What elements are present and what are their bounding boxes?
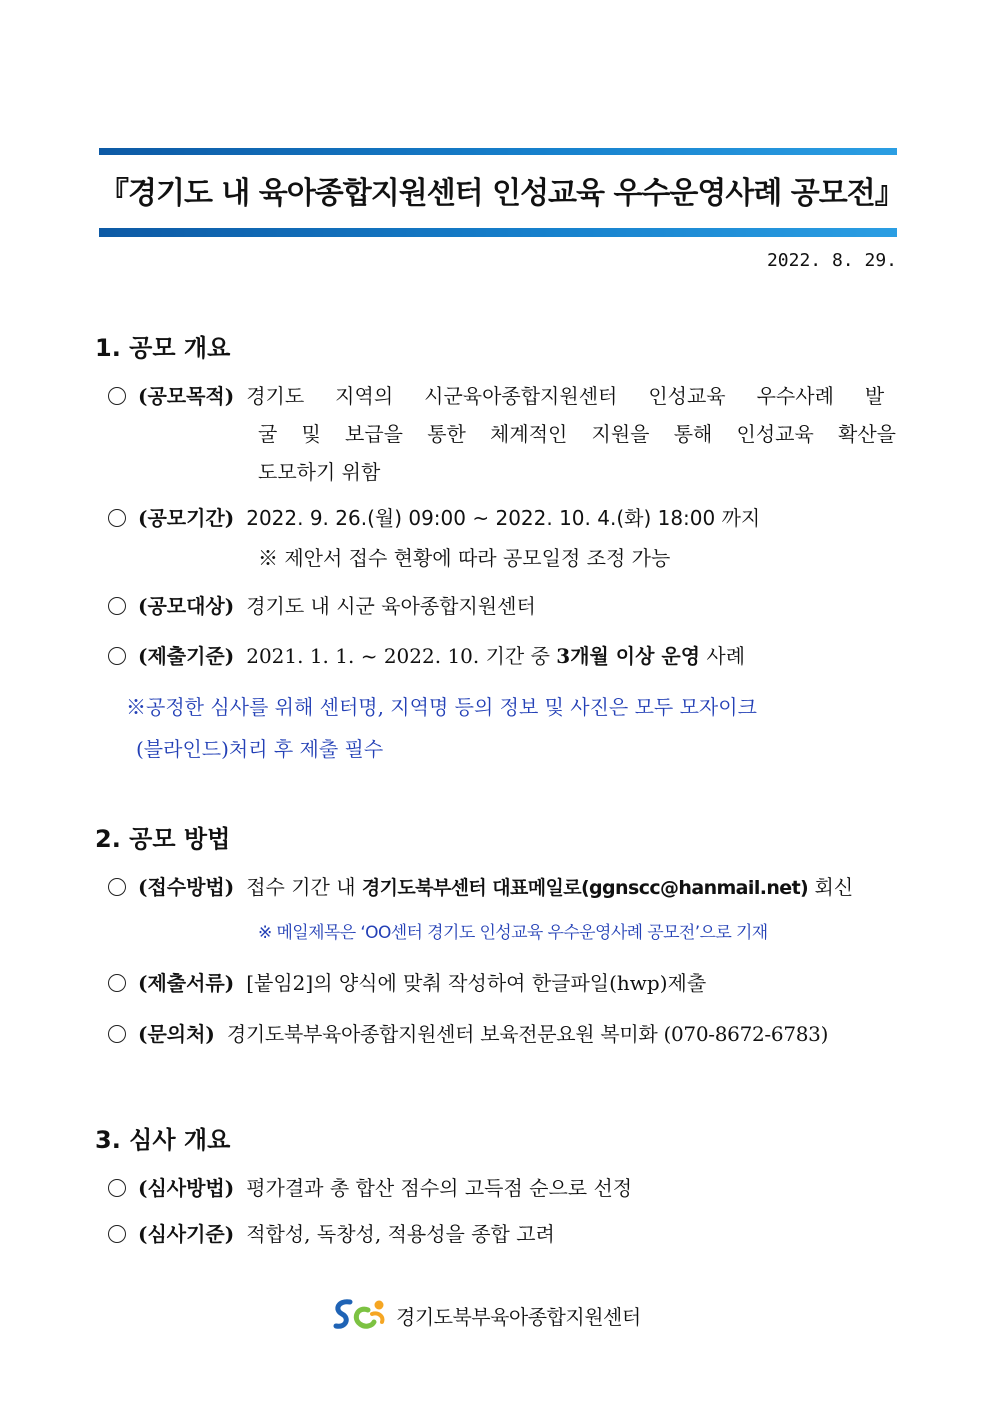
circle-bullet-icon: [108, 974, 126, 992]
item-text-continued: 도모하기 위함: [258, 460, 381, 484]
document-date: 2022. 8. 29.: [766, 250, 897, 271]
item-note: ※ 메일제목은 ‘OO센터 경기도 인성교육 우수운영사례 공모전’으로 기재: [258, 923, 768, 943]
circle-bullet-icon: [108, 1179, 126, 1197]
item-label: (제출기준): [138, 644, 235, 668]
footer-org: [332, 1296, 641, 1334]
list-item-submission: [108, 871, 853, 900]
item-label: (문의처): [138, 1022, 215, 1046]
item-text: 2021. 1. 1. ~ 2022. 10. 기간 중: [246, 644, 550, 668]
item-note: ※ 제안서 접수 현황에 따라 공모일정 조정 가능: [258, 546, 671, 570]
notice-line: ※공정한 심사를 위해 센터명, 지역명 등의 정보 및 사진은 모두 모자이크: [126, 695, 757, 719]
item-label: (공모대상): [138, 594, 235, 618]
notice-line: (블라인드)처리 후 제출 필수: [136, 737, 384, 761]
title-bottom-rule: [99, 228, 897, 237]
list-item-purpose: [108, 380, 884, 409]
list-item-review-criteria: [108, 1218, 555, 1247]
item-text: 경기도 지역의 시군육아종합지원센터 인성교육 우수사례 발: [246, 384, 885, 408]
item-text: 사례: [706, 644, 746, 668]
section-heading-overview: 1. 공모 개요: [95, 334, 231, 362]
item-label: (공모목적): [138, 384, 235, 408]
item-text-emphasis: 3개월 이상 운영: [556, 644, 701, 668]
circle-bullet-icon: [108, 878, 126, 896]
item-text: 회신: [814, 875, 854, 899]
item-text-emphasis: 경기도북부센터 대표메일로(ggnscc@hanmail.net): [361, 877, 809, 899]
title-top-rule: [99, 148, 897, 155]
circle-bullet-icon: [108, 597, 126, 615]
list-item-contact: [108, 1018, 828, 1047]
item-text: 평가결과 총 합산 점수의 고득점 순으로 선정: [246, 1176, 633, 1200]
circle-bullet-icon: [108, 1025, 126, 1043]
item-label: (접수방법): [138, 875, 235, 899]
item-label: (공모기간): [138, 506, 235, 530]
document-title: 『경기도 내 육아종합지원센터 인성교육 우수운영사례 공모전』: [99, 176, 904, 211]
section-heading-review: 3. 심사 개요: [95, 1126, 231, 1154]
item-text: 경기도 내 시군 육아종합지원센터: [246, 594, 536, 618]
list-item-target: [108, 590, 536, 619]
circle-bullet-icon: [108, 387, 126, 405]
circle-bullet-icon: [108, 509, 126, 527]
item-text: 2022. 9. 26.(월) 09:00 ~ 2022. 10. 4.(화) 18:00 까지: [246, 506, 761, 530]
item-label: (제출서류): [138, 971, 235, 995]
item-label: (심사방법): [138, 1176, 235, 1200]
item-text: [붙임2]의 양식에 맞춰 작성하여 한글파일(hwp)제출: [246, 971, 707, 995]
section-heading-method: 2. 공모 방법: [95, 825, 231, 853]
org-name: 경기도북부육아종합지원센터: [396, 1304, 641, 1329]
list-item-documents: [108, 967, 706, 996]
circle-bullet-icon: [108, 647, 126, 665]
list-item-criteria: [108, 640, 745, 669]
circle-bullet-icon: [108, 1225, 126, 1243]
item-text-continued: 굴 및 보급을 통한 체계적인 지원을 통해 인성교육 확산을: [258, 422, 896, 446]
item-text: 경기도북부육아종합지원센터 보육전문요원 복미화 (070-8672-6783): [226, 1022, 829, 1046]
item-label: (심사기준): [138, 1222, 235, 1246]
item-text: 접수 기간 내: [246, 875, 356, 899]
item-text: 적합성, 독창성, 적용성을 종합 고려: [246, 1222, 555, 1246]
list-item-period: [108, 502, 760, 531]
list-item-review-method: [108, 1172, 632, 1201]
org-logo-icon: [332, 1296, 390, 1334]
